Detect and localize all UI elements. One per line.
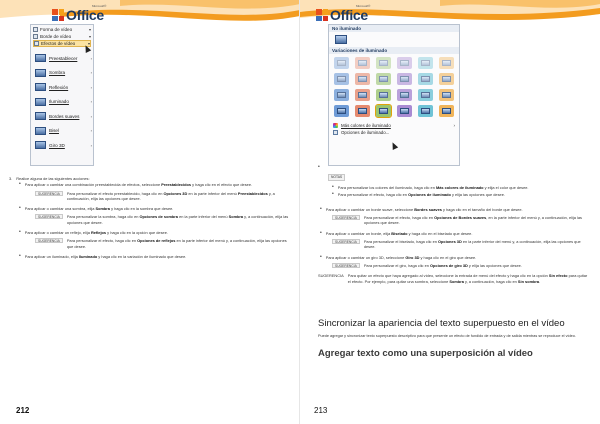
preset-thumbnail [35,54,46,62]
glow-thumbnail [35,98,46,106]
left-body-text [9,176,294,259]
tip-preset: SUGERENCIA Para personalizar el efecto preestablecido, haga clic en Opciones 3D en la parte inferior del menú Preestablecidos y, a continuación, elija las opciones que desee. [9,191,294,202]
office-logo-word: Office [330,7,368,23]
gallery-bullet: • [318,164,320,170]
chevron-right-icon: › [90,70,92,76]
video-effects-menu-screenshot [30,24,94,166]
bullet-shadow: • Para aplicar o cambiar una sombra, elija Sombra y haga clic en la sombra que desee. [9,206,294,211]
bullet-preset: • Para aplicar o cambiar una combinación preestablecida de efectos, seleccione Preestablecidos y haga clic en el efecto que desee. [9,182,294,187]
chevron-right-icon: › [453,123,455,128]
no-glow-header: No iluminado [329,25,459,32]
chevron-right-icon: › [90,113,92,119]
tip-tag: SUGERENCIA [332,263,360,268]
glow-options-icon [333,130,338,135]
glow-variation-swatch[interactable] [439,57,454,69]
glow-variations-header: Variaciones de iluminado [329,47,459,54]
submenu-item-preset[interactable]: Preestablecer › [35,51,92,66]
tip-reflection: SUGERENCIA Para personalizar el efecto, haga clic en Opciones de reflejos en la parte inferior del menú y, a continuación, elija las opciones que desee. [9,238,294,249]
submenu-item-reflection[interactable]: Reflexión › [35,80,92,95]
no-glow-option[interactable] [335,35,347,44]
glow-variation-swatch[interactable] [397,105,412,117]
glow-variation-swatch[interactable] [418,73,433,85]
glow-variation-swatch[interactable] [418,89,433,101]
menu-item-video-effects[interactable]: Efectos de vídeo ▾ [33,40,91,47]
right-page [300,0,600,424]
chevron-right-icon: › [90,99,92,105]
page-number: 212 [16,406,30,415]
glow-variation-swatch[interactable] [397,57,412,69]
chevron-right-icon: › [90,84,92,90]
glow-variation-swatch[interactable] [355,73,370,85]
more-glow-colors-item[interactable]: Más colores de iluminado › [333,122,455,129]
glow-variations-grid [329,54,459,120]
chevron-down-icon: ▾ [87,41,90,46]
notes-tag: NOTAS [328,174,345,181]
submenu-item-3d-rotation[interactable]: Giro 3D › [35,138,92,153]
tip-bevel: SUGERENCIA Para personalizar el biselado, haga clic en Opciones 3D en la parte inferior del menú y, a continuación, elija las opciones que desee. [318,239,590,250]
chevron-down-icon: ▾ [88,34,91,39]
tip-tag: SUGERENCIA [35,191,63,196]
glow-variation-swatch[interactable] [418,57,433,69]
section-intro: Puede agregar y sincronizar texto superpuesto descriptivo para que presente un efecto de fundido de entrada y de salida mientras se reproduce el vídeo. [318,334,576,338]
subsection-title: Agregar texto como una superposición al vídeo [318,348,533,359]
tip-tag: SUGERENCIA [35,214,63,219]
reflection-thumbnail [35,83,46,91]
glow-variation-swatch[interactable] [355,89,370,101]
note-more-colors: • Para personalizar los colores del iluminado, haga clic en Más colores de iluminado y elija el color que desee. [318,185,590,190]
glow-variation-swatch[interactable] [397,89,412,101]
tip-tag: SUGERENCIA [318,273,344,279]
office-logo [52,4,107,23]
note-glow-options: • Para personalizar el efecto, haga clic en Opciones de iluminado y elija las opciones que desee. [318,192,590,197]
color-palette-icon [333,123,338,128]
chevron-down-icon: ▾ [88,27,91,32]
glow-variation-swatch[interactable] [439,105,454,117]
glow-variation-swatch[interactable] [376,105,391,117]
bullet-bevel: • Para aplicar o cambiar un borde, elija Biselado y haga clic en el biselado que desee. [318,231,590,236]
glow-variation-swatch[interactable] [376,89,391,101]
glow-variation-swatch[interactable] [334,89,349,101]
chevron-right-icon: › [90,55,92,61]
video-shape-icon [33,27,38,32]
glow-options-item[interactable]: Opciones de iluminado... [333,129,455,136]
effects-submenu [35,51,92,153]
glow-variation-swatch[interactable] [334,105,349,117]
tip-3d-rotation: SUGERENCIA Para personalizar el giro, haga clic en Opciones de giro 3D y elija las opciones que desee. [318,263,590,268]
menu-item-video-shape[interactable]: Forma de vídeo ▾ [33,26,91,33]
submenu-item-soft-edges[interactable]: Bordes suaves › [35,109,92,124]
chevron-right-icon: › [90,128,92,134]
soft-edges-thumbnail [35,112,46,120]
tip-soft-edges: SUGERENCIA Para personalizar el efecto, haga clic en Opciones de Bordes suaves, en la parte inferior del menú y, a continuación, elija las opciones que desee. [318,215,590,226]
submenu-item-glow[interactable]: Iluminado › [35,95,92,110]
office-logo-icon [316,9,328,21]
bullet-3d-rotation: • Para aplicar o cambiar un giro 3D, seleccione Giro 3D y haga clic en el giro que desee. [318,255,590,260]
video-effects-icon [34,41,39,46]
glow-variation-swatch[interactable] [418,105,433,117]
bevel-thumbnail [35,127,46,135]
tip-shadow: SUGERENCIA Para personalizar la sombra, haga clic en Opciones de sombra en la parte inferior del menú Sombra y, a continuación, elija las opciones que desee. [9,214,294,225]
menu-item-video-border[interactable]: Borde de vídeo ▾ [33,33,91,40]
glow-variation-swatch[interactable] [439,73,454,85]
video-border-icon [33,34,38,39]
office-logo-microsoft: Microsoft® [356,4,371,8]
3d-rotation-thumbnail [35,141,46,149]
shadow-thumbnail [35,69,46,77]
glow-variation-swatch[interactable] [439,89,454,101]
submenu-item-shadow[interactable]: Sombra › [35,66,92,81]
section-title: Sincronizar la apariencia del texto superpuesto en el vídeo [318,318,565,329]
tip-tag: SUGERENCIA [332,215,360,220]
page-number: 213 [314,406,328,415]
bullet-glow: • Para aplicar un iluminado, elija Iluminado y haga clic en la variación de iluminado que desee. [9,254,294,259]
glow-variation-swatch[interactable] [355,57,370,69]
office-logo-microsoft: Microsoft® [92,4,107,8]
glow-variation-swatch[interactable] [397,73,412,85]
tip-remove-effect: SUGERENCIA Para quitar un efecto que haya agregado al vídeo, seleccione la entrada de menú del efecto y haga clic en la opción Sin efecto para quitar el efecto. Por ejemplo, para quitar una sombra, seleccione Sombra y, a continuación, haga clic en Sin sombra. [318,273,588,284]
submenu-item-bevel[interactable]: Bisel › [35,124,92,139]
glow-variation-swatch[interactable] [376,73,391,85]
glow-variation-swatch[interactable] [334,57,349,69]
office-logo-word: Office [66,7,104,23]
office-logo [316,4,371,23]
bullet-reflection: • Para aplicar o cambiar un reflejo, elija Reflejos y haga clic en la opción que desee. [9,230,294,235]
bullet-soft-edges: • Para aplicar o cambiar un borde suave, seleccione Bordes suaves y haga clic en el tamaño del borde que desee. [318,207,590,212]
step-3: 3. Realice alguna de las siguientes acciones: [9,176,90,181]
tip-tag: SUGERENCIA [35,238,63,243]
glow-variation-swatch[interactable] [334,73,349,85]
glow-variation-swatch[interactable] [376,57,391,69]
glow-variation-swatch[interactable] [355,105,370,117]
office-logo-icon [52,9,64,21]
right-body-text [318,174,590,284]
tip-tag: SUGERENCIA [332,239,360,244]
chevron-right-icon: › [90,142,92,148]
